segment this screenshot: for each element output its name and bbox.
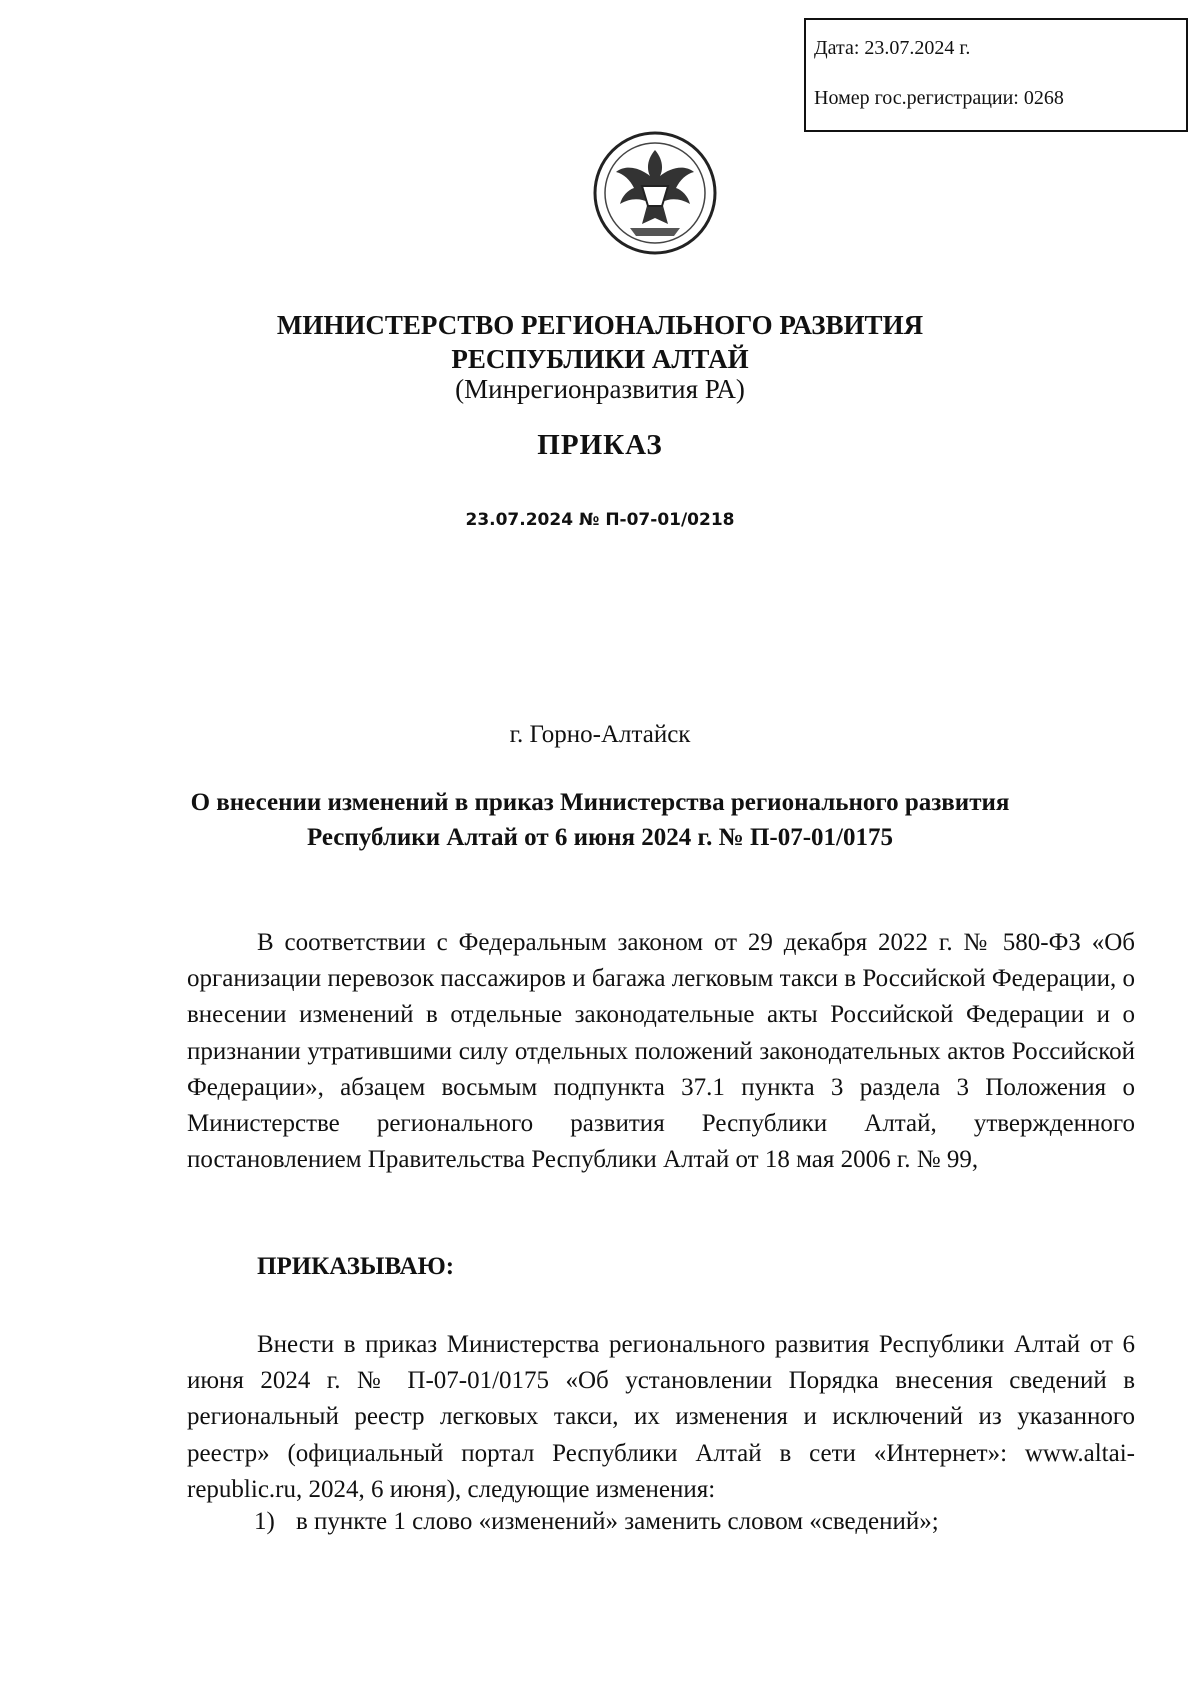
city: г. Горно-Алтайск	[509, 721, 691, 748]
order-subject-line2: Республики Алтай от 6 июня 2024 г. № П-07-01/0175	[306, 824, 894, 851]
order-number: 23.07.2024 № П-07-01/0218	[465, 510, 735, 530]
registration-number-value: 0268	[1023, 87, 1064, 109]
registration-date	[814, 38, 1186, 58]
list-item-number: 1)	[254, 1508, 275, 1535]
registration-date-label: Дата:	[814, 37, 860, 59]
ministry-name-line1: МИНИСТЕРСТВО РЕГИОНАЛЬНОГО РАЗВИТИЯ	[276, 310, 924, 340]
registration-date-value: 23.07.2024 г.	[864, 37, 971, 59]
registration-stamp	[804, 18, 1188, 132]
list-item	[254, 1508, 939, 1536]
instruction-paragraph: Внести в приказ Министерства регионального развития Республики Алтай от 6 июня 2024 г. № П-07-01/0175 «Об установлении Порядка внесения сведений в региональный реестр легковых такси, их изменения и исключений из указанного реестр» (официальный портал Республики Алтай в сети «Интернет»: www.altai-republic.ru, 2024, 6 июня), следующие изменения:	[187, 1331, 1135, 1503]
order-word: ПРИКАЗЫВАЮ:	[257, 1253, 455, 1280]
ministry-short-name: (Минрегионразвития РА)	[455, 374, 745, 404]
registration-number-label: Номер гос.регистрации:	[814, 87, 1019, 109]
coat-of-arms-emblem	[590, 128, 720, 258]
registration-number	[814, 88, 1186, 108]
preamble-paragraph: В соответствии с Федеральным законом от 29 декабря 2022 г. № 580-ФЗ «Об организации перевозок пассажиров и багажа легковым такси в Российской Федерации, о внесении изменений в отдельные законодательные акты Российской Федерации и о признании утратившими силу отдельных положений законодательных актов Российской Федерации», абзацем восьмым подпункта 37.1 пункта 3 раздела 3 Положения о Министерстве регионального развития Республики Алтай, утвержденного постановлением Правительства Республики Алтай от 18 мая 2006 г. № 99,	[187, 929, 1135, 1174]
list-item-text: в пункте 1 слово «изменений» заменить словом «сведений»;	[296, 1508, 939, 1535]
order-subject-line1: О внесении изменений в приказ Министерства регионального развития	[190, 789, 1010, 816]
ministry-name-line2: РЕСПУБЛИКИ АЛТАЙ	[451, 344, 749, 374]
document-type: ПРИКАЗ	[537, 429, 663, 461]
ministry-name	[0, 308, 1200, 376]
order-subject	[0, 785, 1200, 855]
